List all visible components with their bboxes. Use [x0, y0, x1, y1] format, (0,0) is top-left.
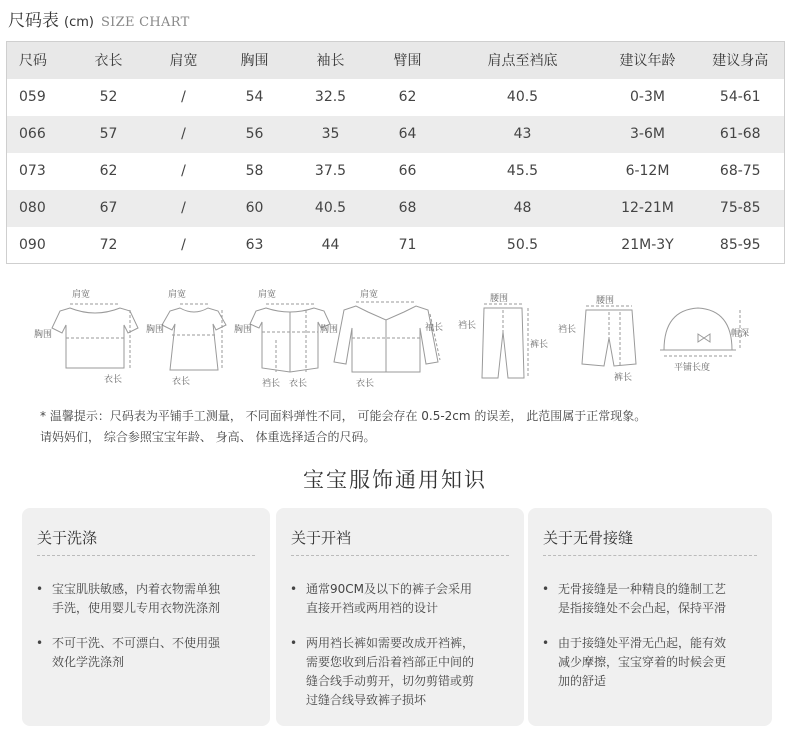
column-header: 肩点至裆底: [447, 42, 599, 79]
label-chest: 胸围: [320, 325, 339, 335]
hat-figure: [660, 308, 740, 356]
label-waist: 腰围: [490, 294, 509, 304]
table-cell: 21M-3Y: [621, 236, 674, 253]
label-pants-length: 裤长: [530, 340, 549, 350]
table-cell: 50.5: [506, 236, 539, 253]
table-row: [7, 116, 785, 153]
bullet-icon: •: [36, 636, 44, 650]
column-header: 尺码: [7, 42, 67, 79]
table-cell: 059: [19, 89, 46, 105]
table-cell: 073: [19, 163, 46, 179]
table-cell: 40.5: [293, 190, 369, 227]
table-cell: 57: [67, 116, 151, 153]
table-cell: 72: [99, 236, 118, 253]
table-row: [7, 79, 785, 116]
seamless-card: [528, 508, 772, 726]
size-table: [6, 41, 785, 264]
dress-figure: [162, 304, 226, 370]
column-header: 胸围: [217, 42, 293, 79]
note-line: * 温馨提示：尺码表为平铺手工测量， 不同面料弹性不同， 可能会存在 0.5-2cm 的误差， 此范围属于正常现象。: [40, 409, 647, 423]
table-cell: 60: [217, 190, 293, 227]
table-cell: 3-6M: [599, 116, 697, 153]
label-crotch: 裆长: [262, 379, 281, 389]
list-item: • 由于接缝处平滑无凸起，能有效 减少摩擦，宝宝穿着的时候会更 加的舒适: [542, 634, 762, 691]
table-cell: 12-21M: [599, 190, 697, 227]
knowledge-cards: [22, 508, 772, 726]
label-pants-length: 裤长: [614, 373, 633, 383]
label-hat-depth: 帽深: [731, 329, 750, 339]
card-title: 关于洗涤: [37, 529, 98, 547]
table-cell: 32.5: [314, 89, 347, 105]
bullet-icon: •: [36, 582, 44, 596]
column-header: 衣长: [67, 42, 151, 79]
card-title: 关于无骨接缝: [543, 529, 634, 547]
table-cell: 0-3M: [630, 89, 665, 105]
measurement-diagrams: [0, 280, 790, 400]
card-title: 关于开裆: [291, 529, 352, 547]
label-sleeve: 袖长: [425, 323, 444, 333]
english-title: SIZE CHART: [100, 15, 190, 30]
knowledge-title: 宝宝服饰通用知识: [303, 468, 487, 492]
unit-label: (cm): [64, 15, 94, 30]
column-header: 袖长: [293, 42, 369, 79]
label-waist: 腰围: [596, 296, 615, 306]
label-length: 衣长: [289, 379, 308, 389]
table-cell: 63: [245, 236, 264, 253]
table-cell: 62: [99, 163, 118, 179]
label-shoulder: 肩宽: [258, 290, 277, 300]
table-cell: 45.5: [506, 163, 539, 179]
label-length: 衣长: [172, 377, 191, 387]
label-chest: 胸围: [146, 325, 165, 335]
washing-card: [22, 508, 270, 726]
table-cell: 54-61: [719, 89, 761, 105]
label-chest: 胸围: [34, 330, 53, 340]
table-cell: 75-85: [697, 190, 785, 227]
table-cell: /: [181, 236, 186, 253]
column-header: 建议年龄: [599, 42, 697, 79]
table-cell: 43: [447, 116, 599, 153]
jacket-figure: [334, 302, 440, 372]
card-divider: [37, 555, 255, 556]
list-item: • 通常90CM及以下的裤子会采用 直接开裆或两用裆的设计: [290, 580, 514, 618]
open-crotch-card: [276, 508, 524, 726]
list-item: • 无骨接缝是一种精良的缝制工艺 是指接缝处不会凸起，保持平滑: [542, 580, 762, 618]
table-row: [7, 227, 785, 264]
table-cell: 68-75: [719, 163, 761, 179]
table-cell: 68: [369, 190, 447, 227]
label-crotch: 裆长: [558, 325, 577, 335]
table-cell: 71: [398, 236, 417, 253]
card-divider: [291, 555, 509, 556]
bullet-icon: •: [290, 636, 298, 650]
table-cell: 44: [321, 236, 340, 253]
table-cell: 090: [19, 236, 46, 253]
label-shoulder: 肩宽: [168, 290, 187, 300]
table-cell: 66: [398, 163, 417, 179]
label-shoulder: 肩宽: [360, 290, 379, 300]
table-cell: /: [151, 190, 217, 227]
table-cell: 40.5: [506, 89, 539, 105]
table-cell: 6-12M: [625, 163, 670, 179]
label-shoulder: 肩宽: [72, 290, 91, 300]
table-cell: 64: [369, 116, 447, 153]
table-row: [7, 153, 785, 190]
table-cell: 54: [245, 89, 264, 105]
list-item: • 不可干洗、不可漂白、不使用强 效化学洗涤剂: [36, 634, 260, 672]
card-divider: [543, 555, 757, 556]
bullet-icon: •: [542, 582, 550, 596]
table-cell: 52: [99, 89, 118, 105]
note-line: 请妈妈们， 综合参照宝宝年龄、 身高、 体重选择适合的尺码。: [40, 430, 376, 444]
table-cell: 58: [245, 163, 264, 179]
table-cell: 080: [7, 190, 67, 227]
label-flat-length: 平铺长度: [674, 363, 711, 373]
label-crotch: 裆长: [458, 321, 477, 331]
table-cell: 56: [217, 116, 293, 153]
table-cell: /: [151, 116, 217, 153]
table-cell: 67: [67, 190, 151, 227]
label-length: 衣长: [356, 379, 375, 389]
measurement-notes: [40, 406, 770, 448]
tshirt-figure: [52, 304, 138, 368]
column-header: 臂围: [369, 42, 447, 79]
table-cell: 37.5: [314, 163, 347, 179]
pants-figure: [482, 304, 528, 378]
shorts-figure: [582, 306, 636, 366]
bullet-icon: •: [290, 582, 298, 596]
page-title: 尺码表: [8, 11, 59, 31]
table-cell: 35: [293, 116, 369, 153]
column-header: 肩宽: [151, 42, 217, 79]
bullet-icon: •: [542, 636, 550, 650]
label-chest: 胸围: [234, 325, 253, 335]
table-cell: 48: [447, 190, 599, 227]
column-header: 建议身高: [697, 42, 785, 79]
table-header-row: [7, 42, 785, 79]
list-item: • 两用裆长裤如需要改成开裆裤， 需要您收到后沿着裆部正中间的 缝合线手动剪开，切勿剪错或剪 过缝合线导致裤子损坏: [290, 634, 514, 710]
list-item: • 宝宝肌肤敏感，内着衣物需单独 手洗，使用婴儿专用衣物洗涤剂: [36, 580, 260, 618]
romper-figure: [250, 304, 330, 372]
table-cell: 066: [7, 116, 67, 153]
chart-header: [8, 6, 190, 32]
table-row: [7, 190, 785, 227]
table-cell: 61-68: [697, 116, 785, 153]
table-cell: /: [181, 89, 186, 105]
table-cell: 62: [398, 89, 417, 105]
table-cell: 85-95: [719, 236, 761, 253]
label-length: 衣长: [104, 375, 123, 385]
table-cell: /: [181, 163, 186, 179]
